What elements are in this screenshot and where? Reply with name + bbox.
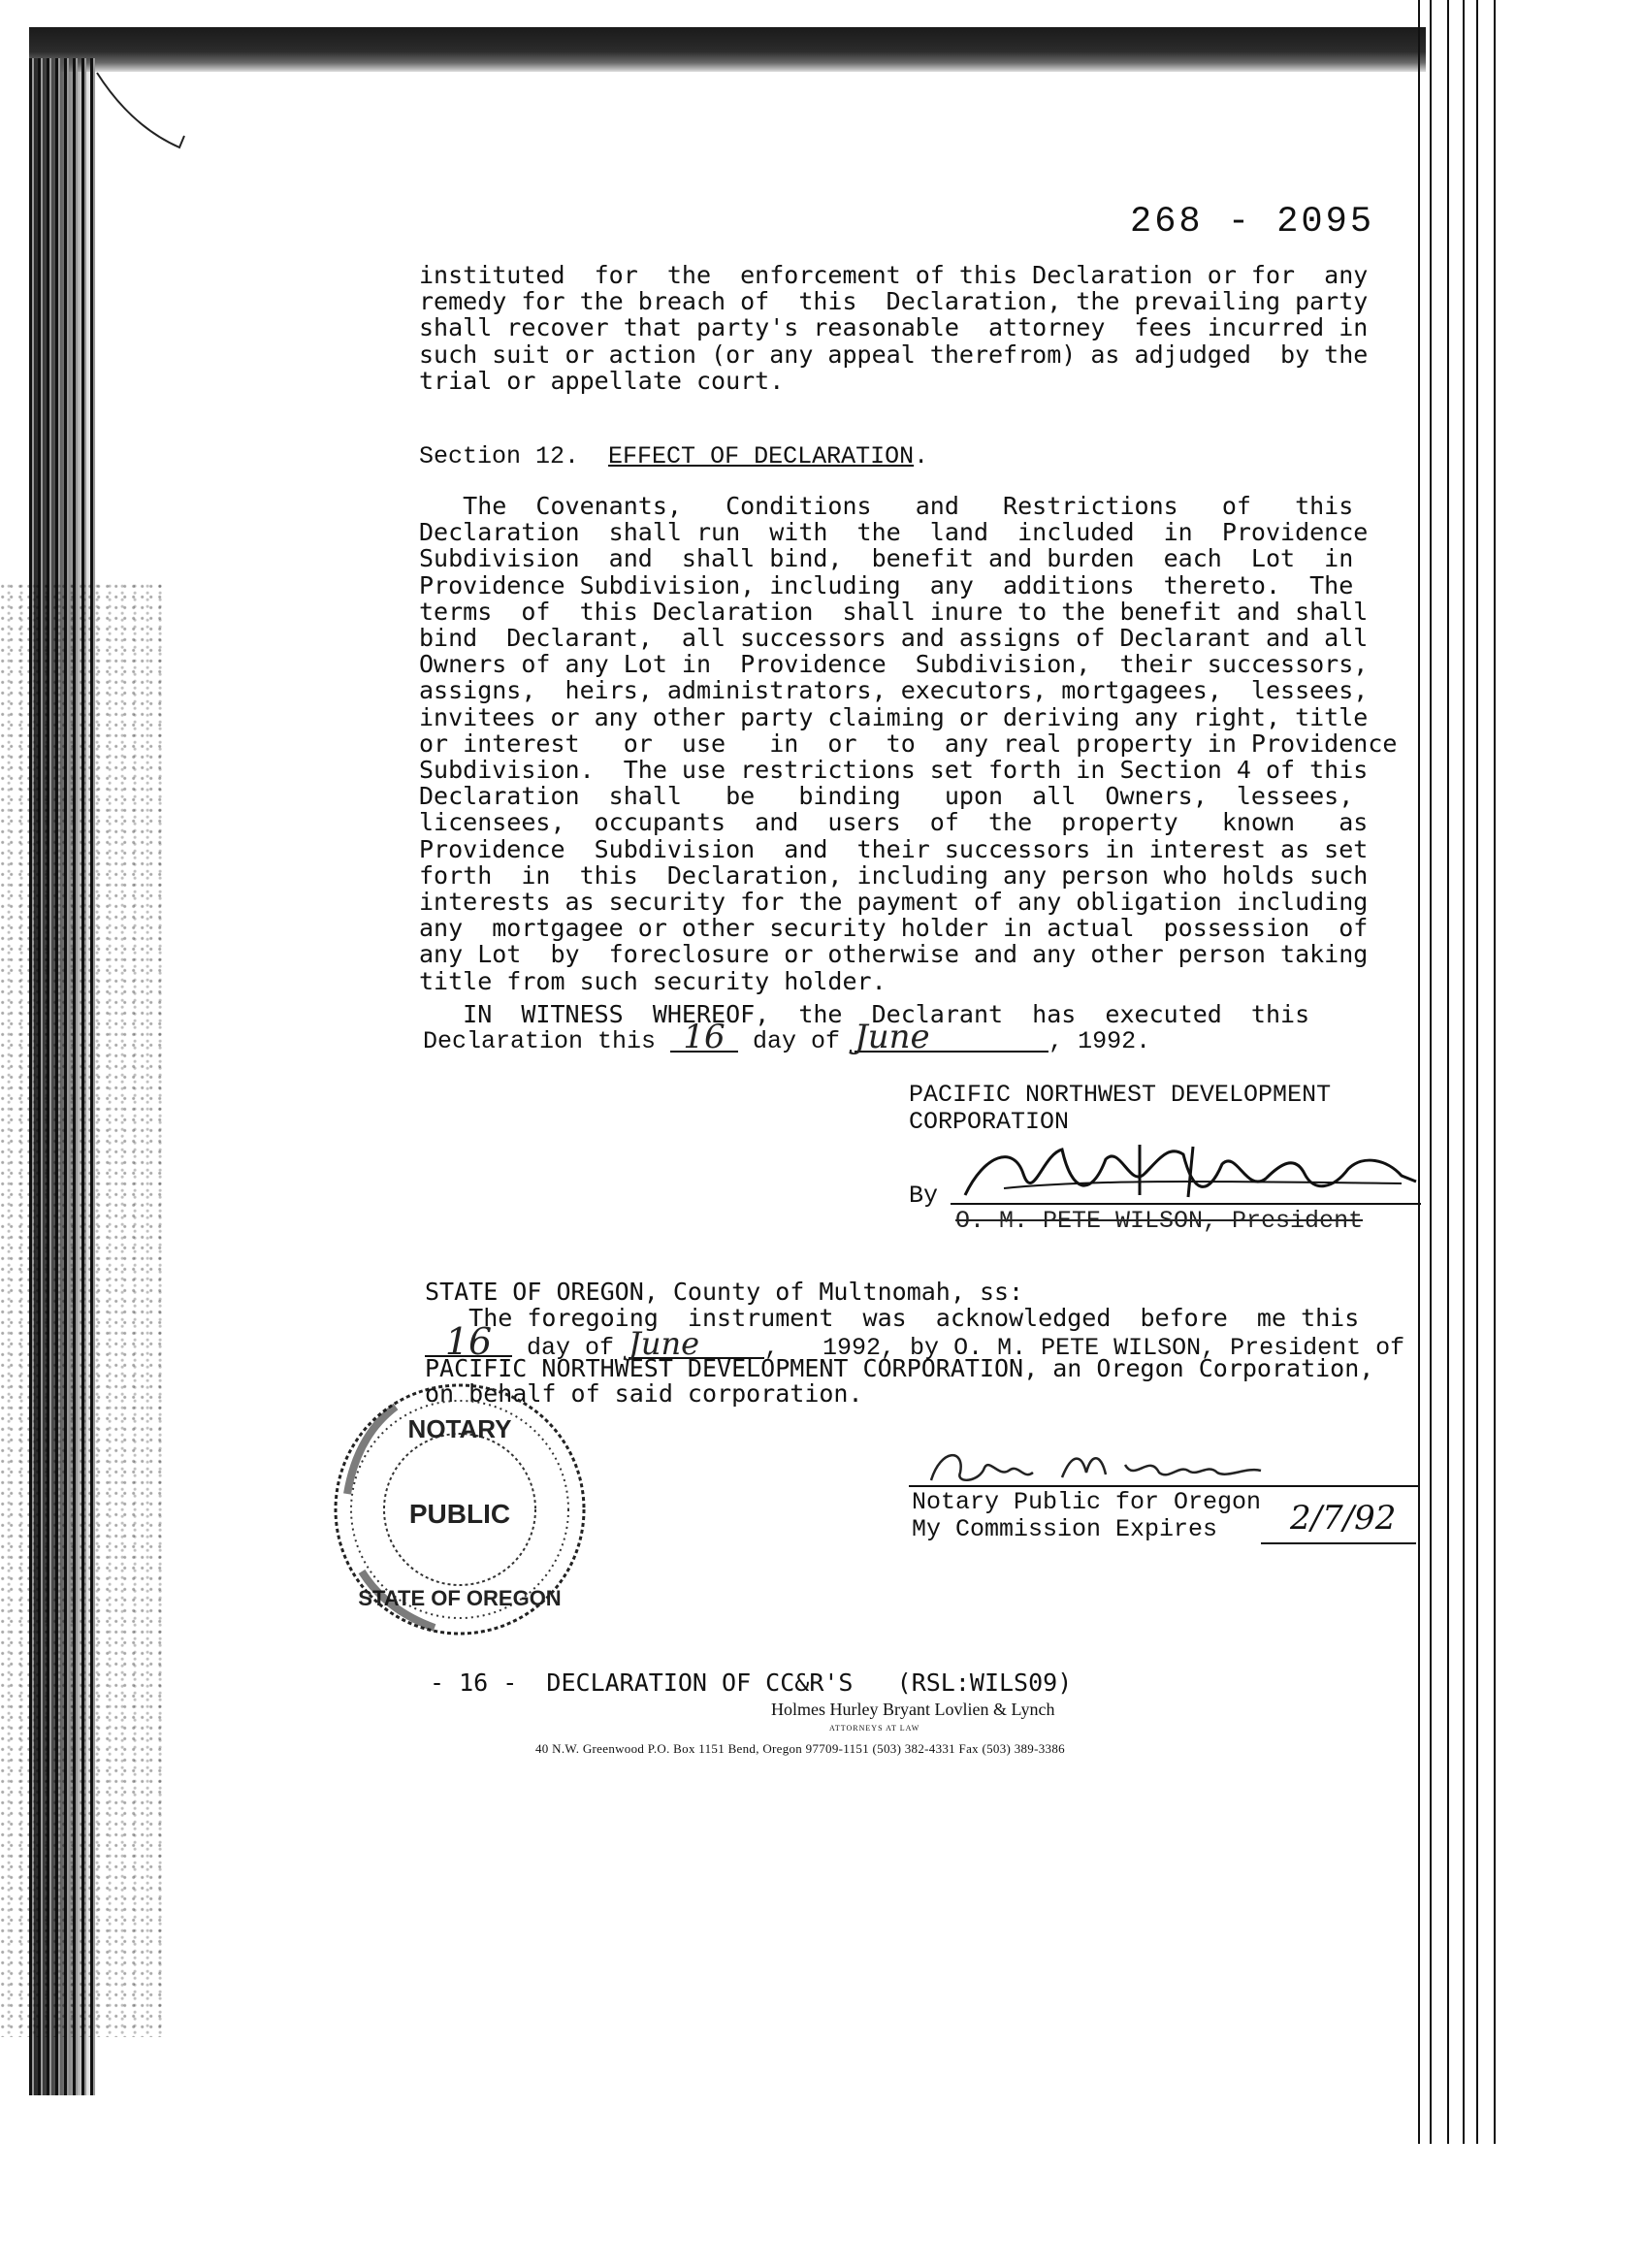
notary-text-b: , 1992, by O. M. PETE WILSON, President of [764, 1334, 1405, 1362]
scan-right-line [1418, 0, 1420, 2144]
signature-line [951, 1203, 1421, 1205]
paragraph-line: any Lot by foreclosure or otherwise and any other person taking [419, 940, 1369, 969]
paragraph-line: trial or appellate court. [419, 366, 785, 395]
notary-day-handwritten: 16 [425, 1329, 512, 1357]
scan-left-speckle [0, 582, 165, 2037]
notary-text-a: day of [512, 1334, 629, 1362]
seal-text-middle: PUBLIC [408, 1499, 511, 1529]
witness-line-1: IN WITNESS WHEREOF, the Declarant has executed this [419, 1000, 1310, 1028]
notary-line-4: on behalf of said corporation. [425, 1379, 863, 1408]
paragraph-line: or interest or use in or to any real property in Providence [419, 729, 1398, 758]
witness-line-2 [423, 1018, 1151, 1056]
notary-line-1: The foregoing instrument was acknowledged before me this [425, 1304, 1360, 1332]
scan-right-line [1476, 0, 1478, 2144]
company-line-1: PACIFIC NORTHWEST DEVELOPMENT [909, 1081, 1332, 1109]
law-firm-address: 40 N.W. Greenwood P.O. Box 1151 Bend, Oregon 97709-1151 (503) 382-4331 Fax (503) 389-3386 [535, 1741, 1065, 1756]
paragraph-line: remedy for the breach of this Declaration, the prevailing party [419, 287, 1369, 316]
president-signature [946, 1135, 1421, 1213]
witness-month-handwritten: June [855, 1024, 1048, 1053]
continuation-paragraph [419, 262, 1368, 394]
paragraph-line: interests as security for the payment of any obligation including [419, 888, 1369, 917]
paragraph-line: bind Declarant, all successors and assigns of Declarant and all [419, 624, 1369, 653]
company-line-2: CORPORATION [909, 1108, 1070, 1136]
notary-signature-line [909, 1485, 1418, 1487]
page-footer: - 16 - DECLARATION OF CC&R'S (RSL:WILS09) [430, 1669, 1073, 1697]
witness-text-a: Declaration this [423, 1027, 671, 1055]
notary-line-3: PACIFIC NORTHWEST DEVELOPMENT CORPORATION, an Oregon Corporation, [425, 1354, 1374, 1382]
paragraph-line: Providence Subdivision and their successors in interest as set [419, 834, 1369, 863]
by-label: By [909, 1182, 939, 1210]
notary-seal [328, 1377, 592, 1641]
paragraph-line: forth in this Declaration, including any person who holds such [419, 860, 1369, 890]
paragraph-line: terms of this Declaration shall inure to the benefit and shall [419, 597, 1369, 626]
paragraph-line: title from such security holder. [419, 966, 887, 995]
paragraph-line: any mortgagee or other security holder in actual possession of [419, 914, 1369, 943]
witness-text-b: day of [738, 1027, 855, 1055]
signer-name: O. M. PETE WILSON, President [955, 1207, 1364, 1235]
section-title-period: . [914, 442, 929, 470]
scan-corner-mark [92, 68, 189, 155]
paragraph-line: Subdivision and shall bind, benefit and burden each Lot in [419, 544, 1354, 573]
scan-right-line [1430, 0, 1432, 2144]
company-name [909, 1082, 1331, 1136]
paragraph-line: assigns, heirs, administrators, executors, mortgagees, lessees, [419, 676, 1369, 705]
commission-expiry-line [1261, 1542, 1416, 1544]
notary-month-handwritten: June [629, 1331, 764, 1359]
witness-text-c: , 1992. [1048, 1027, 1151, 1055]
section-label: Section 12. [419, 442, 580, 470]
paragraph-line: The Covenants, Conditions and Restrictions of this [419, 492, 1354, 520]
paragraph-line: licensees, occupants and users of the property known as [419, 808, 1369, 837]
commission-expiry-handwritten: 2/7/92 [1290, 1499, 1397, 1538]
notary-title [912, 1489, 1261, 1543]
paragraph-line: Owners of any Lot in Providence Subdivision, their successors, [419, 650, 1369, 679]
scan-right-line [1463, 0, 1465, 2144]
paragraph-line: invitees or any other party claiming or deriving any right, title [419, 702, 1369, 731]
paragraph-line: such suit or action (or any appeal therefrom) as adjudged by the [419, 340, 1369, 369]
paragraph-line: instituted for the enforcement of this Declaration or for any [419, 261, 1369, 289]
law-firm-subtitle: ATTORNEYS AT LAW [829, 1724, 920, 1733]
scan-right-line [1447, 0, 1449, 2144]
law-firm-name: Holmes Hurley Bryant Lovlien & Lynch [771, 1700, 1055, 1719]
paragraph-line: shall recover that party's reasonable attorney fees incurred in [419, 313, 1369, 342]
paragraph-line: Declaration shall run with the land included in Providence [419, 518, 1369, 547]
paragraph-line: Providence Subdivision, including any additions thereto. The [419, 570, 1354, 599]
scan-right-line [1494, 0, 1496, 2144]
notary-signature [926, 1443, 1295, 1487]
document-number: 268 - 2095 [1130, 202, 1375, 243]
seal-text-bottom: STATE OF OREGON [358, 1586, 562, 1610]
paragraph-line: Subdivision. The use restrictions set forth in Section 4 of this [419, 756, 1369, 785]
paragraph-line: Declaration shall be binding upon all Owners, lessees, [419, 782, 1354, 811]
witness-day-handwritten: 16 [670, 1024, 738, 1053]
notary-state-line: STATE OF OREGON, County of Multnomah, ss: [425, 1278, 1024, 1306]
section-title: EFFECT OF DECLARATION [608, 442, 915, 470]
section-heading [419, 442, 928, 470]
scan-top-shadow [29, 27, 1426, 72]
section-body [419, 493, 1397, 994]
notary-title-line-1: Notary Public for Oregon [912, 1488, 1262, 1516]
notary-title-line-2: My Commission Expires [912, 1515, 1218, 1543]
seal-text-top: NOTARY [407, 1414, 512, 1443]
